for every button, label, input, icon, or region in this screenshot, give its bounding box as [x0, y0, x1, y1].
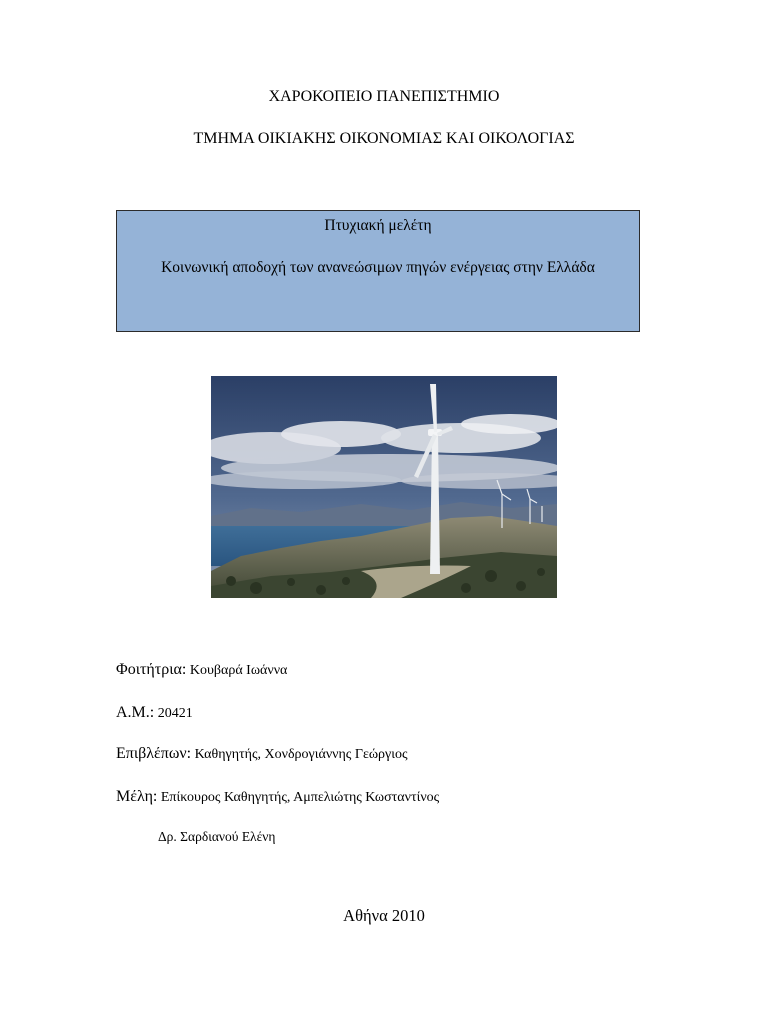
member2-value: Δρ. Σαρδιανού Ελένη [158, 829, 276, 844]
wind-turbine-landscape-photo [211, 376, 557, 598]
members-label: Μέλη: [116, 788, 158, 805]
am-row [116, 704, 193, 722]
member2-row [158, 829, 275, 845]
supervisor-label: Επιβλέπων: [116, 745, 192, 762]
university-name: ΧΑΡΟΚΟΠΕΙΟ ΠΑΝΕΠΙΣΤΗΜΙΟ [268, 88, 500, 105]
thesis-title-box [116, 210, 640, 332]
am-label: Α.Μ.: [116, 704, 155, 721]
thesis-type: Πτυχιακή μελέτη [324, 217, 432, 234]
supervisor-row [116, 745, 408, 763]
place-date: Αθήνα 2010 [343, 906, 425, 925]
student-row [116, 661, 287, 679]
members-value: Επίκουρος Καθηγητής, Αμπελιώτης Κωσταντίνος [160, 790, 440, 805]
student-value: Κουβαρά Ιωάννα [189, 663, 288, 678]
department-name: ΤΜΗΜΑ ΟΙΚΙΑΚΗΣ ΟΙΚΟΝΟΜΙΑΣ ΚΑΙ ΟΙΚΟΛΟΓΙΑΣ [193, 130, 575, 147]
am-value: 20421 [157, 706, 193, 721]
thesis-title: Κοινωνική αποδοχή των ανανεώσιμων πηγών ενέργειας στην Ελλάδα [161, 259, 595, 276]
supervisor-value: Καθηγητής, Χονδρογιάννης Γεώργιος [194, 747, 408, 762]
members-row [116, 788, 439, 806]
student-label: Φοιτήτρια: [116, 661, 187, 678]
